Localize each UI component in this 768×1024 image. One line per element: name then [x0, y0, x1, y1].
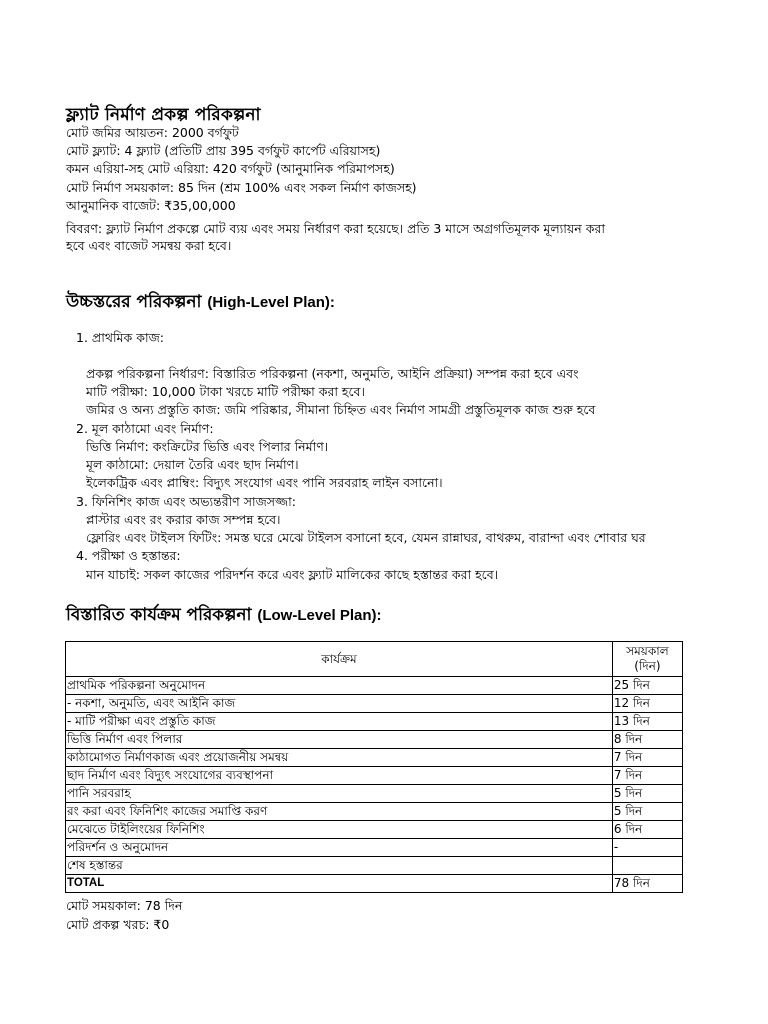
item-1-line-2: মাটি পরীক্ষা: 10,000 টাকা খরচে মাটি পরীক্ষা করা হবে।	[86, 384, 365, 399]
task-cell: শেষ হস্তান্তর	[66, 857, 613, 875]
item-3-line-2: ফ্লোরিং এবং টাইলস ফিটিং: সমস্ত ঘরে মেঝে টাইলস বসানো হবে, যেমন রান্নাঘর, বাথরুম, বারান্দা এবং শোবার ঘর	[86, 530, 646, 545]
item-number: 3.	[76, 494, 88, 509]
fact-total-flats: মোট ফ্ল্যাট: 4 ফ্ল্যাট (প্রতিটি প্রায় 395 বর্গফুট কার্পেট এরিয়াসহ)	[66, 143, 381, 158]
column-header-task: কার্যক্রম	[66, 642, 613, 677]
high-level-heading	[66, 289, 335, 317]
table-row	[66, 839, 683, 857]
duration-cell: 5 দিন	[612, 803, 682, 821]
total-value: 78 দিন	[612, 875, 682, 893]
item-title: ফিনিশিং কাজ এবং অভ্যন্তরীণ সাজসজ্জা:	[91, 494, 296, 509]
item-3-line-1: প্লাস্টার এবং রং করার কাজ সম্পন্ন হবে।	[86, 512, 281, 527]
item-title: পরীক্ষা ও হস্তান্তর:	[91, 548, 181, 563]
low-level-heading-text: বিস্তারিত কার্যক্রম পরিকল্পনা	[66, 605, 252, 625]
table-row	[66, 785, 683, 803]
task-cell: পরিদর্শন ও অনুমোদন	[66, 839, 613, 857]
item-1-line-1: প্রকল্প পরিকল্পনা নির্ধারণ: বিস্তারিত পরিকল্পনা (নকশা, অনুমতি, আইনি প্রক্রিয়া) সম্পন্ন করা হবে এবং	[86, 366, 579, 381]
table-row	[66, 695, 683, 713]
item-2-line-1: ভিত্তি নির্মাণ: কংক্রিটের ভিত্তি এবং পিলার নির্মাণ।	[86, 439, 329, 454]
item-2-line-2: মূল কাঠামো: দেয়াল তৈরি এবং ছাদ নির্মাণ।	[86, 457, 299, 472]
table-row	[66, 803, 683, 821]
item-title: প্রাথমিক কাজ:	[91, 330, 164, 345]
duration-cell: 25 দিন	[612, 677, 682, 695]
duration-cell: 6 দিন	[612, 821, 682, 839]
duration-cell	[612, 857, 682, 875]
duration-cell: 8 দিন	[612, 731, 682, 749]
plan-table	[65, 641, 683, 893]
high-level-item-4	[76, 548, 181, 568]
table-row	[66, 857, 683, 875]
high-level-heading-en: (High-Level Plan):	[207, 294, 335, 311]
table-row	[66, 731, 683, 749]
duration-cell: 5 দিন	[612, 785, 682, 803]
column-header-duration: সময়কাল (দিন)	[612, 642, 682, 677]
duration-cell: 7 দিন	[612, 749, 682, 767]
total-label: TOTAL	[66, 875, 613, 893]
duration-cell: 12 দিন	[612, 695, 682, 713]
table-row	[66, 713, 683, 731]
task-cell: পানি সরবরাহ	[66, 785, 613, 803]
task-cell: - মাটি পরীক্ষা এবং প্রস্তুতি কাজ	[66, 713, 613, 731]
item-1-line-3: জমির ও অন্য প্রস্তুতি কাজ: জমি পরিষ্কার, সীমানা চিহ্নিত এবং নির্মাণ সামগ্রী প্রস্তুতিমূলক কাজ শুরু হবে	[86, 402, 596, 417]
fact-land-area: মোট জমির আয়তন: 2000 বর্গফুট	[66, 125, 239, 140]
item-4-line-1: মান যাচাই: সকল কাজের পরিদর্শন করে এবং ফ্ল্যাট মালিকের কাছে হস্তান্তর করা হবে।	[86, 567, 499, 582]
task-cell: ভিত্তি নির্মাণ এবং পিলার	[66, 731, 613, 749]
low-level-heading-en: (Low-Level Plan):	[257, 607, 382, 624]
duration-cell: 7 দিন	[612, 767, 682, 785]
fact-total-area: কমন এরিয়া-সহ মোট এরিয়া: 420 বর্গফুট (আনুমানিক পরিমাপসহ)	[66, 161, 395, 176]
table-row	[66, 821, 683, 839]
item-2-line-3: ইলেকট্রিক এবং প্লাম্বিং: বিদ্যুৎ সংযোগ এবং পানি সরবরাহ লাইন বসানো।	[86, 475, 443, 490]
task-cell: ছাদ নির্মাণ এবং বিদ্যুৎ সংযোগের ব্যবস্থাপনা	[66, 767, 613, 785]
task-cell: কাঠামোগত নির্মাণকাজ এবং প্রয়োজনীয় সমন্বয়	[66, 749, 613, 767]
summary-total-duration: মোট সময়কাল: 78 দিন	[66, 898, 183, 913]
item-number: 1.	[76, 330, 88, 345]
item-number: 4.	[76, 548, 88, 563]
fact-duration: মোট নির্মাণ সময়কাল: 85 দিন (শ্রম 100% এবং সকল নির্মাণ কাজসহ)	[66, 180, 417, 195]
table-header-row	[66, 642, 683, 677]
high-level-heading-text: উচ্চস্তরের পরিকল্পনা	[66, 292, 202, 312]
task-cell: - নকশা, অনুমতি, এবং আইনি কাজ	[66, 695, 613, 713]
table-row	[66, 677, 683, 695]
table-row	[66, 749, 683, 767]
high-level-item-3	[76, 494, 296, 514]
task-cell: রং করা এবং ফিনিশিং কাজের সমাপ্তি করণ	[66, 803, 613, 821]
item-title: মূল কাঠামো এবং নির্মাণ:	[91, 421, 214, 436]
document-title: ফ্ল্যাট নির্মাণ প্রকল্প পরিকল্পনা	[66, 105, 261, 125]
description-paragraph: বিবরণ: ফ্ল্যাট নির্মাণ প্রকল্পে মোট ব্যয় এবং সময় নির্ধারণ করা হয়েছে। প্রতি 3 মাসে অগ্রগতিমূলক মূল্যায়ন করা হবে এবং বাজেট সমন্বয় করা হবে।	[66, 221, 605, 253]
task-cell: মেঝেতে টাইলিংয়ের ফিনিশিং	[66, 821, 613, 839]
duration-cell: 13 দিন	[612, 713, 682, 731]
duration-cell: -	[612, 839, 682, 857]
task-cell: প্রাথমিক পরিকল্পনা অনুমোদন	[66, 677, 613, 695]
low-level-heading	[66, 602, 382, 630]
high-level-item-2	[76, 421, 214, 441]
high-level-item-1	[76, 330, 164, 350]
item-number: 2.	[76, 421, 88, 436]
table-row	[66, 767, 683, 785]
fact-budget: আনুমানিক বাজেট: ₹35,00,000	[66, 198, 236, 213]
table-total-row	[66, 875, 683, 893]
summary-total-cost: মোট প্রকল্প খরচ: ₹0	[66, 917, 170, 932]
